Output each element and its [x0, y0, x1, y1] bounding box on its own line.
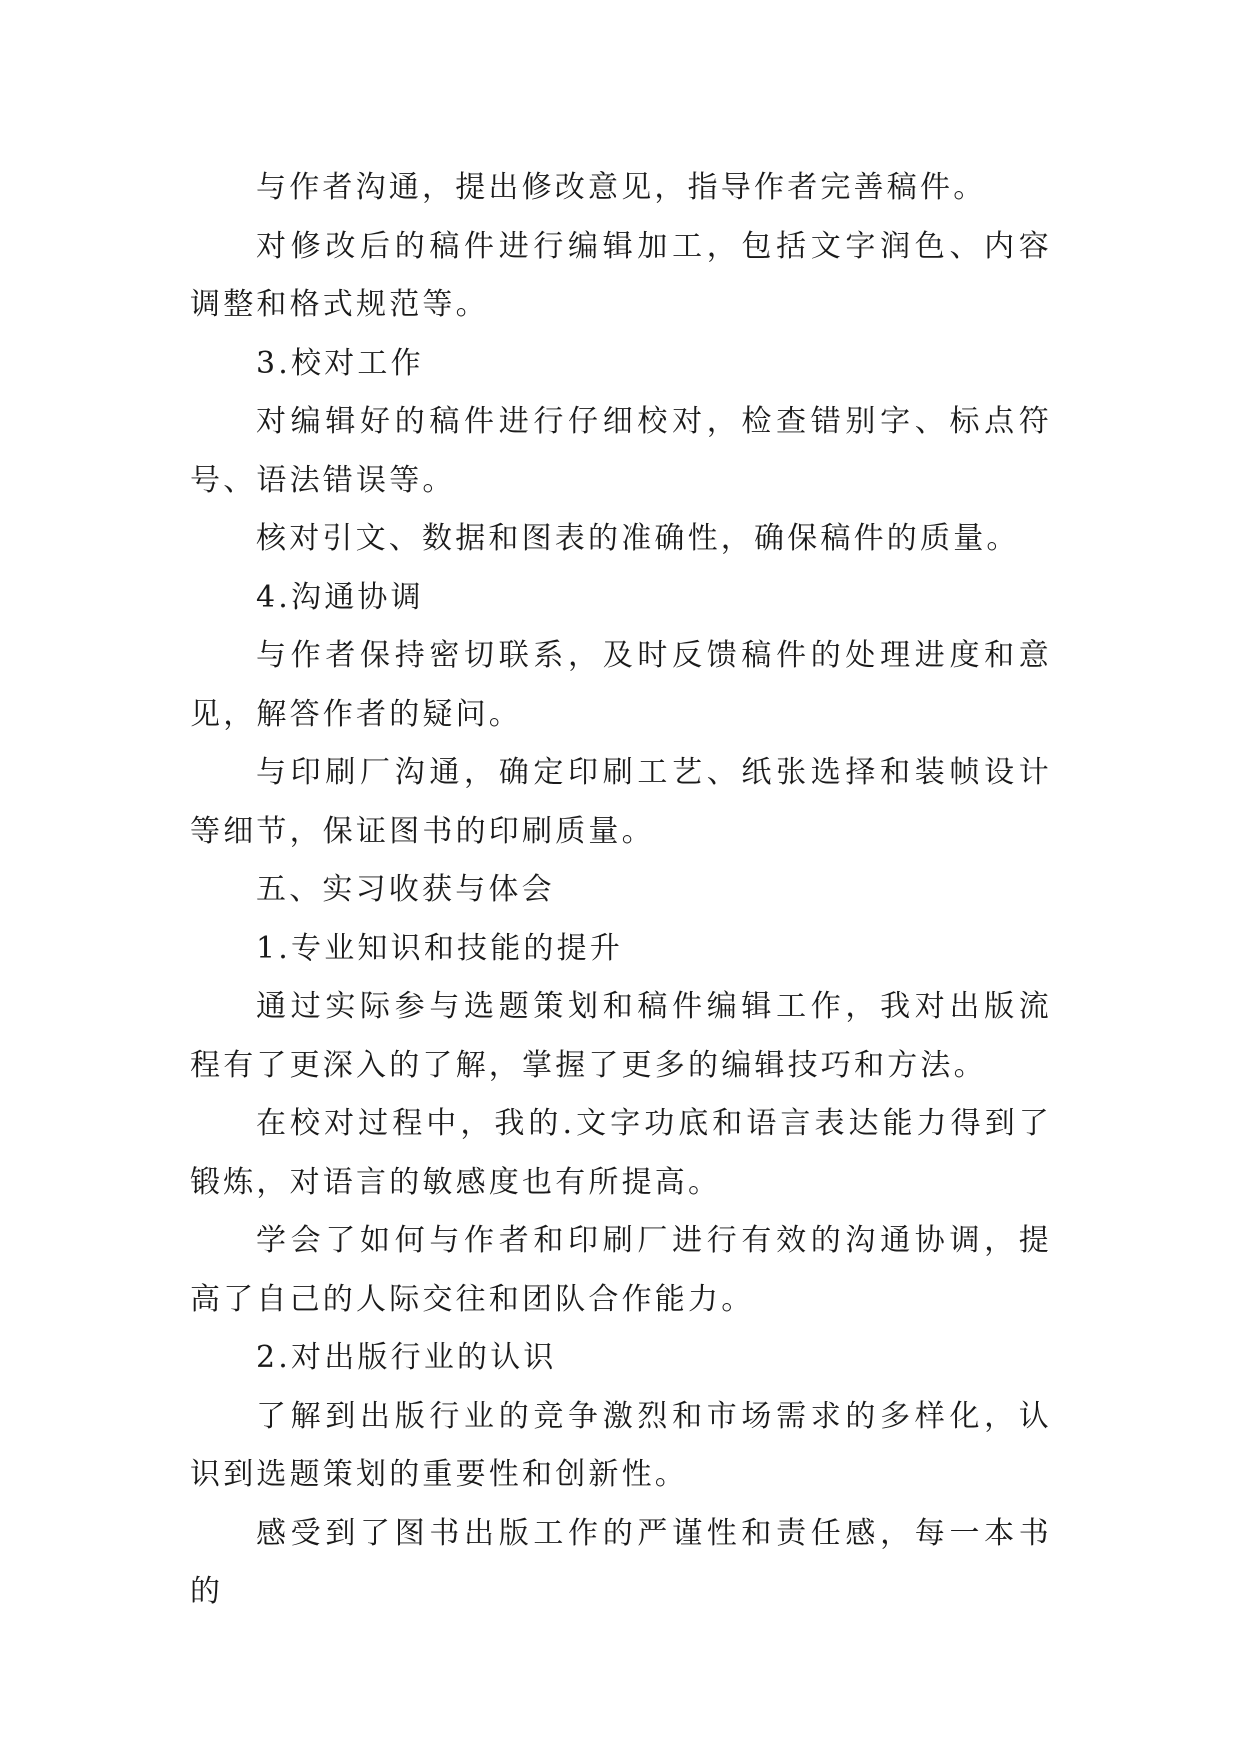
body-paragraph: 对修改后的稿件进行编辑加工，包括文字润色、内容调整和格式规范等。: [190, 228, 1052, 322]
body-paragraph: 与印刷厂沟通，确定印刷工艺、纸张选择和装帧设计等细节，保证图书的印刷质量。: [190, 755, 1052, 849]
body-paragraph: 对编辑好的稿件进行仔细校对，检查错别字、标点符号、语法错误等。: [190, 404, 1052, 498]
section-heading: 2.对出版行业的认识: [256, 1340, 557, 1375]
body-paragraph: 在校对过程中，我的.文字功底和语言表达能力得到了锻炼，对语言的敏感度也有所提高。: [190, 1106, 1052, 1200]
body-paragraph: 学会了如何与作者和印刷厂进行有效的沟通协调，提高了自己的人际交往和团队合作能力。: [190, 1223, 1052, 1317]
section-heading: 4.沟通协调: [256, 579, 424, 615]
section-heading: 1.专业知识和技能的提升: [256, 930, 624, 966]
body-paragraph: 与作者保持密切联系，及时反馈稿件的处理进度和意见，解答作者的疑问。: [190, 638, 1052, 732]
body-paragraph: 通过实际参与选题策划和稿件编辑工作，我对出版流程有了更深入的了解，掌握了更多的编辑技巧和方法。: [190, 989, 1052, 1083]
body-paragraph: 核对引文、数据和图表的准确性，确保稿件的质量。: [256, 521, 1020, 556]
chapter-heading: 五、实习收获与体会: [256, 872, 555, 907]
section-heading: 3.校对工作: [256, 345, 424, 381]
body-paragraph: 了解到出版行业的竞争激烈和市场需求的多样化，认识到选题策划的重要性和创新性。: [190, 1398, 1052, 1492]
body-paragraph: 与作者沟通，提出修改意见，指导作者完善稿件。: [256, 170, 987, 205]
body-paragraph: 感受到了图书出版工作的严谨性和责任感，每一本书的: [190, 1515, 1052, 1609]
document-body: [190, 159, 1052, 1622]
